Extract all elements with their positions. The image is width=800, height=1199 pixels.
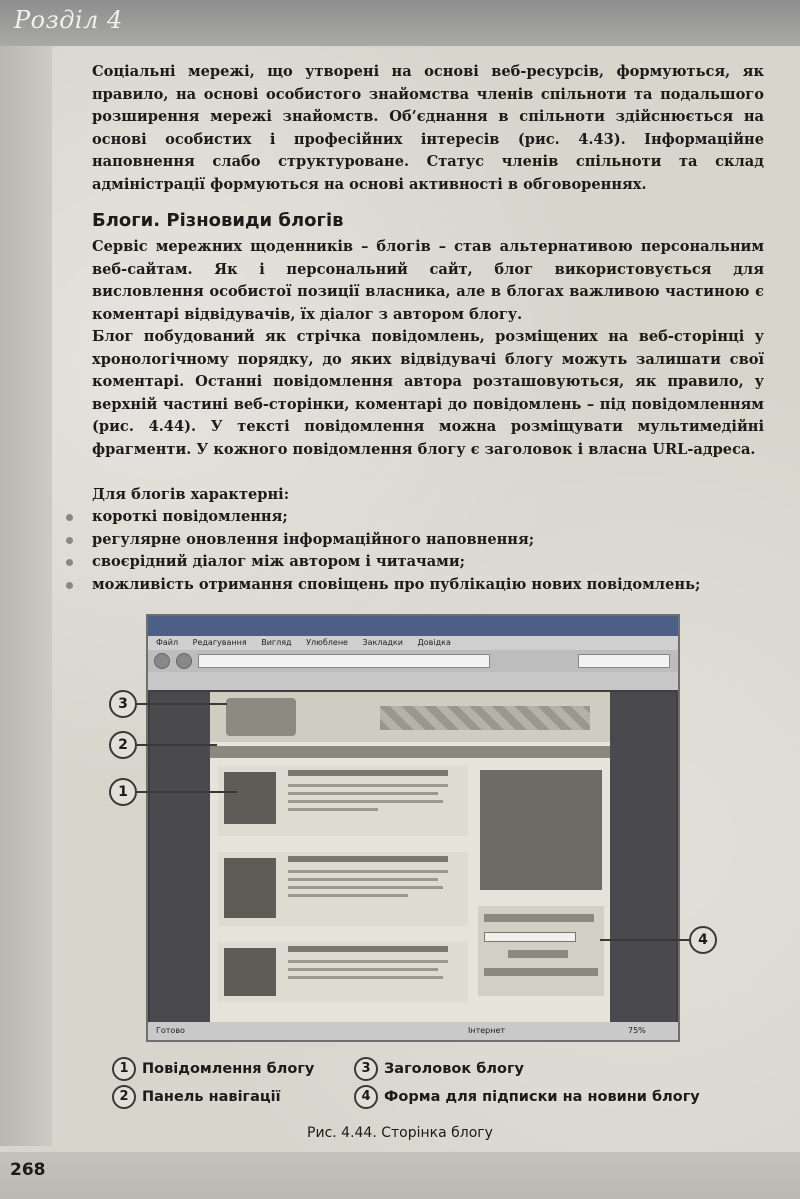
legend-item-2: 2 Панель навігації bbox=[112, 1085, 281, 1109]
callout-leader bbox=[137, 791, 237, 793]
legend-item-3: 3 Заголовок блогу bbox=[354, 1057, 524, 1081]
blog-banner bbox=[380, 706, 590, 730]
figure-caption: Рис. 4.44. Сторінка блогу bbox=[307, 1125, 493, 1141]
callout-leader bbox=[137, 703, 227, 705]
legend-item-1: 1 Повідомлення блогу bbox=[112, 1057, 314, 1081]
bullet-icon bbox=[66, 582, 73, 589]
chapter-header bbox=[0, 0, 800, 46]
menu-item: Довідка bbox=[417, 638, 451, 647]
blog-post bbox=[218, 766, 468, 836]
callout-1: 1 bbox=[109, 778, 137, 806]
search-box bbox=[578, 654, 670, 668]
sidebar-image bbox=[480, 770, 602, 890]
page-number: 268 bbox=[10, 1160, 46, 1180]
blog-logo bbox=[226, 698, 296, 736]
page-margin-strip bbox=[0, 46, 52, 1146]
callout-leader bbox=[600, 939, 689, 941]
browser-tab bbox=[148, 672, 678, 690]
legend-item-4: 4 Форма для підписки на новини блогу bbox=[354, 1085, 700, 1109]
list-item: можливість отримання сповіщень про публікацію нових повідомлень; bbox=[62, 574, 762, 597]
blog-header bbox=[210, 692, 610, 742]
bullet-icon bbox=[66, 559, 73, 566]
forward-icon bbox=[176, 653, 192, 669]
list-item: своєрідний діалог між автором і читачами; bbox=[62, 551, 762, 574]
blog-navigation-bar bbox=[210, 746, 610, 758]
menu-item: Закладки bbox=[362, 638, 403, 647]
paragraph-blog-structure: Блог побудований як стрічка повідомлень, розміщених на веб-сторінці у хронологічному порядку, до яких відвідувачі блогу можуть залишати свої коментарі. Останні повідомлення автора розташовуються, як правило, у верхній частині веб-сторінки, коментарі до повідомлень – під повідомленням (рис. 4.44). У тексті повідомлення можна розміщувати мультимедійні фрагменти. У кожного повідомлення блогу є заголовок і власна URL-адреса. bbox=[92, 328, 764, 458]
email-field bbox=[484, 932, 576, 942]
list-item: короткі повідомлення; bbox=[62, 506, 762, 529]
browser-navbar bbox=[148, 650, 678, 672]
browser-statusbar: Готово Інтернет 75% bbox=[148, 1022, 680, 1040]
subscribe-button bbox=[508, 950, 568, 958]
menu-item: Вигляд bbox=[261, 638, 292, 647]
section-heading: Блоги. Різновиди блогів bbox=[92, 210, 344, 231]
browser-menubar bbox=[148, 636, 678, 650]
bullet-icon bbox=[66, 537, 73, 544]
post-image bbox=[224, 948, 276, 996]
browser-content bbox=[150, 692, 676, 1022]
menu-item: Редагування bbox=[192, 638, 247, 647]
callout-3: 3 bbox=[109, 690, 137, 718]
bullet-icon bbox=[66, 514, 73, 521]
post-title bbox=[288, 946, 448, 952]
paragraph-blog-features-intro: Для блогів характерні: bbox=[92, 486, 290, 503]
menu-item: Улюблене bbox=[306, 638, 348, 647]
paragraph-social-networks: Соціальні мережі, що утворені на основі веб-ресурсів, формуються, як правило, на основі особистого знайомства членів спільноти та подальшого розширення мережі знайомств. Об’єднання в спільноти здійснюється на основі особистих і професійних інтересів (рис. 4.43). Інформаційне наповнення слабо структуроване. Статус членів спільноти та склад адміністрації формуються на основі активності в обговореннях. bbox=[92, 63, 764, 193]
post-image bbox=[224, 772, 276, 824]
paragraph-blog-service: Сервіс мережних щоденників – блогів – став альтернативою персональним веб-сайтам. Як і персональний сайт, блог використовується для висловлення особистої позиції власника, але в блогах важливою частиною є коментарі відвідувачів, їх діалог з автором блогу. bbox=[92, 238, 764, 323]
menu-item: Файл bbox=[156, 638, 179, 647]
browser-titlebar bbox=[148, 616, 678, 636]
blog-page bbox=[210, 692, 610, 1022]
blog-post bbox=[218, 942, 468, 1002]
post-image bbox=[224, 858, 276, 918]
blog-screenshot-figure bbox=[146, 614, 680, 1042]
back-icon bbox=[154, 653, 170, 669]
callout-2: 2 bbox=[109, 731, 137, 759]
page-footer bbox=[0, 1152, 800, 1199]
address-bar bbox=[198, 654, 490, 668]
post-title bbox=[288, 770, 448, 776]
blog-post bbox=[218, 852, 468, 926]
chapter-title: Розділ 4 bbox=[14, 6, 123, 34]
list-item: регулярне оновлення інформаційного наповнення; bbox=[62, 529, 762, 552]
subscription-form bbox=[478, 906, 604, 996]
callout-leader bbox=[137, 744, 217, 746]
blog-features-list bbox=[62, 506, 762, 596]
post-title bbox=[288, 856, 448, 862]
callout-4: 4 bbox=[689, 926, 717, 954]
